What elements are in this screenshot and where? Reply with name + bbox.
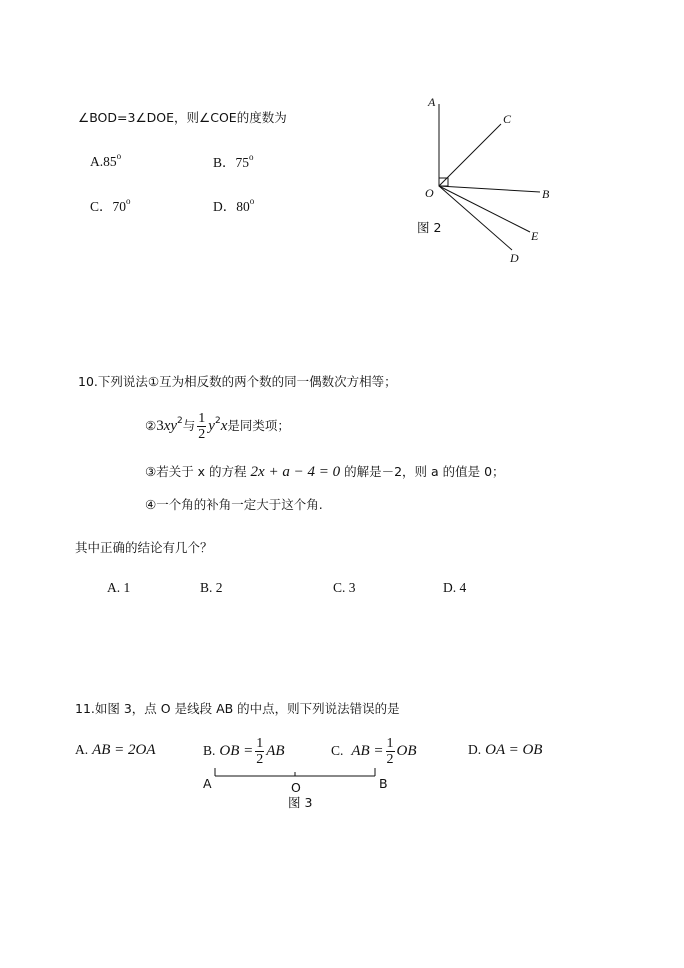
fraction-one-half: $\frac{1}{2}$ — [386, 736, 394, 767]
q10-option-a: A. 1 — [107, 580, 131, 595]
figure-3-caption: 图 3 — [288, 795, 313, 810]
q11-option-d: D. OA = OB — [468, 742, 543, 758]
ray-ob — [439, 186, 540, 192]
label-o: O — [291, 780, 301, 795]
q9-option-a: A.85$^o$ — [90, 151, 122, 169]
figure-2-angles — [400, 90, 570, 270]
figure-3-segment — [195, 762, 405, 814]
label-b: B — [542, 187, 550, 201]
label-o: O — [425, 186, 434, 200]
label-a: A — [428, 95, 436, 109]
q10-item-4: ④一个角的补角一定大于这个角. — [145, 497, 323, 512]
q11-option-c: C. AB = $\frac{1}{2}$ OB — [331, 736, 417, 767]
q10-item-2: $②3xy^2$与 $\frac{1}{2}$ $y^2x$是同类项； — [145, 411, 290, 442]
label-a: A — [203, 776, 212, 791]
q9-option-d: D．80$^o$ — [213, 196, 255, 214]
q9-option-c: C．70$^o$ — [90, 196, 131, 214]
q9-option-b: B．75$^o$ — [213, 152, 254, 170]
q10-option-c: C. 3 — [333, 580, 356, 595]
fraction-one-half: $\frac{1}{2}$ — [256, 736, 264, 767]
q11-stem: 11.如图 3，点 O 是线段 AB 的中点，则下列说法错误的是 — [75, 701, 400, 716]
q10-option-d: D. 4 — [443, 580, 467, 595]
q9-stem: ∠BOD=3∠DOE，则∠COE的度数为 — [78, 110, 287, 125]
q10-stem: 10.下列说法①互为相反数的两个数的同一偶数次方相等； — [78, 374, 397, 389]
q11-option-a: A. AB = 2OA — [75, 742, 156, 758]
q10-item-3: ③若关于 x 的方程 2x + a − 4 = 0 的解是－2，则 a 的值是 0； — [145, 464, 505, 480]
fraction-one-half: $\frac{1}{2}$ — [198, 411, 206, 442]
ray-od — [439, 186, 512, 250]
label-e: E — [531, 229, 539, 243]
q11-option-b: B. OB = $\frac{1}{2}$ AB — [203, 736, 285, 767]
figure-2-caption: 图 2 — [417, 220, 442, 235]
q10-option-b: B. 2 — [200, 580, 223, 595]
label-c: C — [503, 112, 512, 126]
ray-oe — [439, 186, 530, 232]
q10-question: 其中正确的结论有几个？ — [75, 540, 213, 555]
label-b: B — [379, 776, 388, 791]
ray-oc — [439, 124, 501, 186]
label-d: D — [510, 251, 519, 265]
